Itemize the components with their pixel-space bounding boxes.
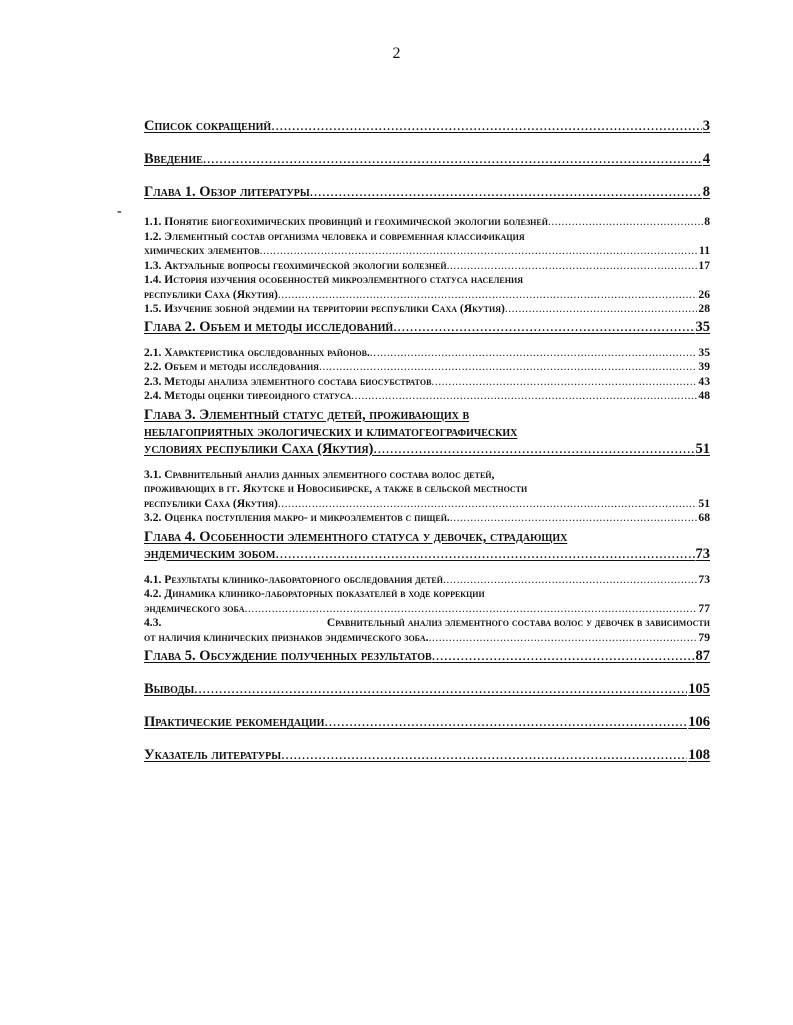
toc-page-number: 73 — [695, 545, 710, 562]
dot-leader — [271, 118, 702, 135]
page-number: 2 — [392, 45, 401, 62]
toc-section-entry[interactable] — [144, 389, 710, 404]
toc-section-entry[interactable] — [144, 587, 710, 616]
toc-page-number: 26 — [698, 287, 710, 301]
dot-leader — [245, 602, 698, 617]
dot-leader — [275, 546, 694, 563]
dot-leader — [310, 184, 702, 201]
toc-entry-text-line: неблагоприятных экологических и климатогеографических — [144, 423, 518, 440]
toc-section-entry[interactable] — [144, 511, 710, 526]
toc-entry-title: химических элементов — [144, 244, 260, 257]
toc-entry-title: Практические рекомендации — [144, 714, 325, 730]
toc-section-entry[interactable] — [144, 302, 710, 317]
toc-page-number: 51 — [698, 496, 710, 510]
toc-entry-title: Выводы — [144, 681, 195, 697]
toc-page-number: 17 — [698, 258, 710, 272]
toc-page-number: 68 — [698, 511, 710, 524]
dot-leader — [203, 151, 702, 168]
toc-chapter-entry[interactable] — [144, 184, 710, 201]
dot-leader — [260, 244, 698, 259]
dot-leader — [278, 288, 698, 303]
toc-section-entry[interactable] — [144, 360, 710, 375]
dot-leader — [429, 631, 698, 646]
toc-section-entry[interactable] — [144, 259, 710, 274]
dot-leader — [278, 497, 698, 512]
toc-page-number: 8 — [702, 184, 710, 200]
toc-entry-title: эндемическим зобом — [144, 545, 276, 562]
toc-entry-title: Глава 1. Обзор литературы — [144, 184, 310, 200]
toc-section-entry[interactable] — [144, 616, 710, 645]
toc-chapter-entry[interactable] — [144, 648, 710, 665]
toc-entry-text-line: Глава 4. Особенности элементного статуса у девочек, страдающих — [144, 528, 568, 545]
toc-page-number: 106 — [688, 714, 710, 730]
toc-chapter-entry[interactable] — [144, 714, 710, 731]
toc-entry-text-line: Глава 3. Элементный статус детей, проживающих в — [144, 406, 470, 423]
toc-entry-title: 2.1. Характеристика обследованных районов. — [144, 345, 370, 359]
toc-entry-title: условиях республики Саха (Якутия) — [144, 440, 374, 457]
toc-entry-text-part: 4.3. — [144, 616, 162, 629]
dot-leader — [447, 259, 698, 274]
toc-entry-title: 2.3. Методы анализа элементного состава биосубстратов — [144, 374, 432, 388]
dot-leader — [370, 346, 698, 361]
toc-page-number: 105 — [688, 681, 710, 697]
toc-section-entry[interactable] — [144, 346, 710, 361]
toc-page-number: 8 — [704, 215, 710, 228]
toc-chapter-entry[interactable] — [144, 529, 710, 563]
toc-page-number: 3 — [702, 118, 710, 134]
toc-page-number: 4 — [702, 151, 710, 167]
toc-entry-text-line: проживающих в гг. Якутске и Новосибирске, а также в сельской местности — [144, 482, 528, 495]
toc-chapter-entry[interactable] — [144, 681, 710, 698]
toc-chapter-entry[interactable] — [144, 151, 710, 168]
toc-entry-text-line: 1.2. Элементный состав организма человека и современная классификация — [144, 229, 525, 243]
toc-entry-title: Указатель литературы — [144, 747, 282, 763]
toc-page-number: 43 — [698, 374, 710, 388]
toc-page-number: 11 — [699, 244, 710, 257]
dot-leader — [505, 302, 698, 317]
toc-entry-title: от наличия клинических признаков эндемического зоба. — [144, 630, 429, 644]
toc-entry-title: 1.3. Актуальные вопросы геохимической экологии болезней — [144, 258, 447, 272]
toc-entry-title: республики Саха (Якутия) — [144, 496, 278, 510]
dot-leader — [351, 389, 697, 404]
toc-entry-text-line: 4.2. Динамика клинико-лабораторных показателей в ходе коррекции — [144, 587, 485, 600]
toc-page-number: 35 — [698, 345, 710, 359]
margin-mark: - — [117, 204, 122, 219]
dot-leader — [443, 573, 697, 588]
toc-chapter-entry[interactable] — [144, 118, 710, 135]
toc-page-number: 108 — [688, 747, 710, 763]
toc-entry-title: 1.1. Понятие биогеохимических провинций и геохимической экологии болезней — [144, 215, 548, 228]
toc-entry-title: 1.5. Изучение зобной эндемии на территории республики Саха (Якутия) — [144, 302, 505, 315]
toc-section-entry[interactable] — [144, 230, 710, 259]
toc-page-number: 77 — [698, 601, 710, 615]
toc-page-number: 51 — [695, 440, 710, 457]
toc-entry-text-line: 3.1. Сравнительный анализ данных элементного состава волос детей, — [144, 467, 495, 481]
dot-leader — [393, 319, 694, 336]
toc-section-entry[interactable] — [144, 215, 710, 230]
toc-chapter-entry[interactable] — [144, 319, 710, 336]
toc-entry-title: 2.4. Методы оценки тиреоидного статуса — [144, 389, 352, 402]
table-of-contents — [144, 118, 710, 764]
toc-section-entry[interactable] — [144, 375, 710, 390]
toc-page-number: 87 — [695, 648, 710, 664]
dot-leader — [319, 360, 697, 375]
toc-page-number: 28 — [698, 302, 710, 315]
toc-page-number: 39 — [698, 360, 710, 373]
toc-section-entry[interactable] — [144, 573, 710, 588]
toc-entry-title: эндемического зоба — [144, 601, 245, 615]
toc-entry-title: Введение — [144, 151, 203, 167]
toc-section-entry[interactable] — [144, 468, 710, 512]
toc-page-number: 79 — [698, 630, 710, 644]
toc-entry-title: Список сокращений — [144, 118, 272, 134]
toc-entry-title: Глава 2. Объем и методы исследований — [144, 318, 394, 335]
toc-entry-text-part: Сравнительный анализ элементного состава волос у девочек в зависимости — [326, 616, 710, 629]
dot-leader — [548, 215, 703, 230]
dot-leader — [324, 714, 687, 731]
dot-leader — [373, 441, 694, 458]
dot-leader — [432, 648, 695, 665]
toc-section-entry[interactable] — [144, 273, 710, 302]
dot-leader — [281, 747, 687, 764]
toc-page-number: 48 — [698, 389, 710, 402]
toc-entry-title: республики Саха (Якутия) — [144, 287, 278, 301]
toc-entry-title: 2.2. Объем и методы исследования — [144, 360, 319, 373]
toc-chapter-entry[interactable] — [144, 747, 710, 764]
toc-entry-title: 3.2. Оценка поступления макро- и микроэлементов с пищей. — [144, 511, 450, 524]
dot-leader — [194, 681, 687, 698]
toc-page-number: 35 — [695, 318, 710, 335]
toc-chapter-entry[interactable] — [144, 407, 710, 458]
toc-entry-text-line: 1.4. История изучения особенностей микроэлементного статуса населения — [144, 273, 523, 286]
toc-entry-title: 4.1. Результаты клинико-лабораторного обследования детей — [144, 572, 443, 586]
toc-entry-title: Глава 5. Обсуждение полученных результатов — [144, 648, 432, 664]
dot-leader — [431, 375, 697, 390]
toc-page-number: 73 — [698, 572, 710, 586]
dot-leader — [450, 511, 698, 526]
